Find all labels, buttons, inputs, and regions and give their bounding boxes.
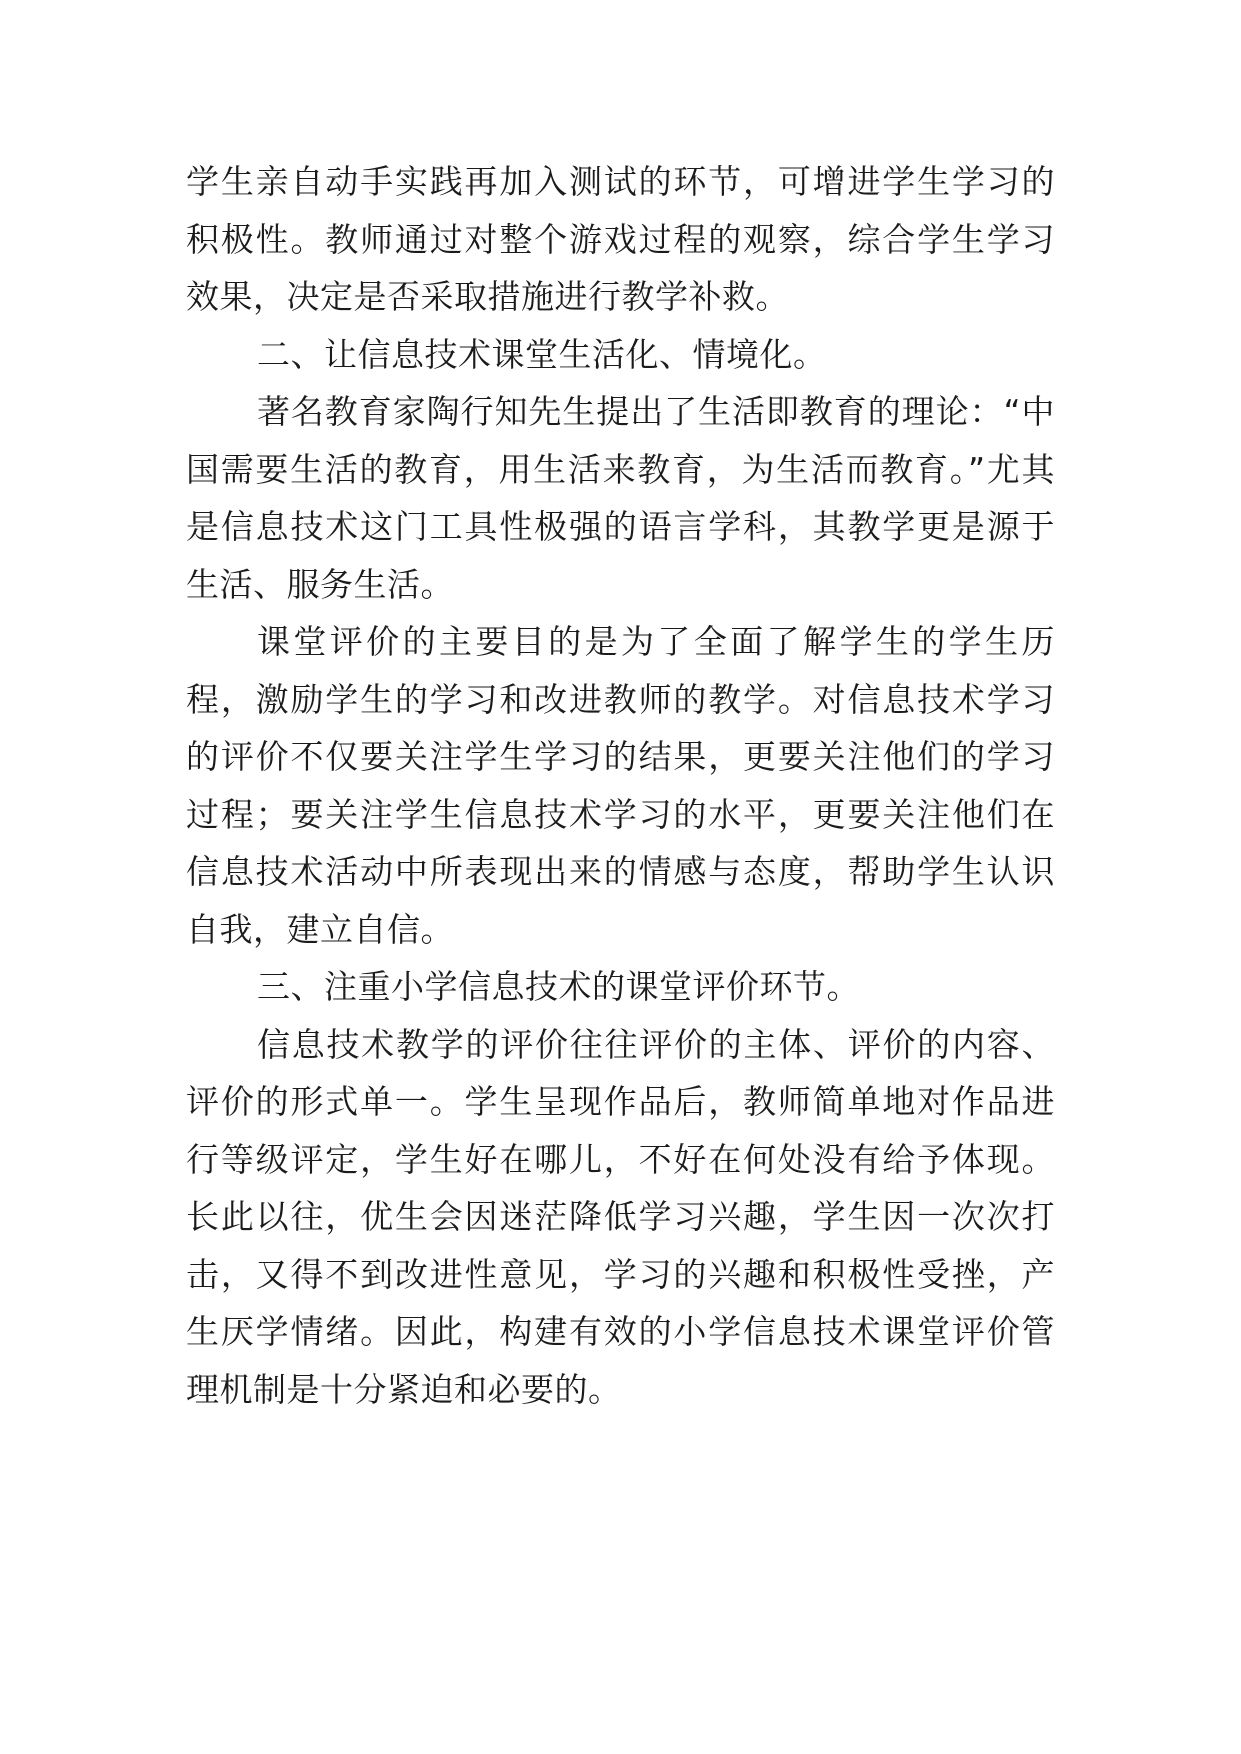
paragraph: 著名教育家陶行知先生提出了生活即教育的理论：“中国需要生活的教育，用生活来教育，为生活而教育。”尤其是信息技术这门工具性极强的语言学科，其教学更是源于生活、服务生活。 [186,392,1055,604]
paragraph: 三、注重小学信息技术的课堂评价环节。 [256,967,860,1006]
paragraph: 学生亲自动手实践再加入测试的环节，可增进学生学习的积极性。教师通过对整个游戏过程的观察，综合学生学习效果，决定是否采取措施进行教学补救。 [186,162,1055,316]
document-body [186,153,1055,1418]
paragraph: 信息技术教学的评价往往评价的主体、评价的内容、评价的形式单一。学生呈现作品后，教师简单地对作品进行等级评定，学生好在哪儿，不好在何处没有给予体现。长此以往，优生会因迷茫降低学习兴趣，学生因一次次打击，又得不到改进性意见，学习的兴趣和积极性受挫，产生厌学情绪。因此，构建有效的小学信息技术课堂评价管理机制是十分紧迫和必要的。 [186,1024,1055,1409]
paragraph: 二、让信息技术课堂生活化、情境化。 [256,334,827,374]
paragraph: 课堂评价的主要目的是为了全面了解学生的学生历程，激励学生的学习和改进教师的教学。对信息技术学习的评价不仅要关注学生学习的结果，更要关注他们的学习过程；要关注学生信息技术学习的水平，更要关注他们在信息技术活动中所表现出来的情感与态度，帮助学生认识自我，建立自信。 [186,622,1055,949]
